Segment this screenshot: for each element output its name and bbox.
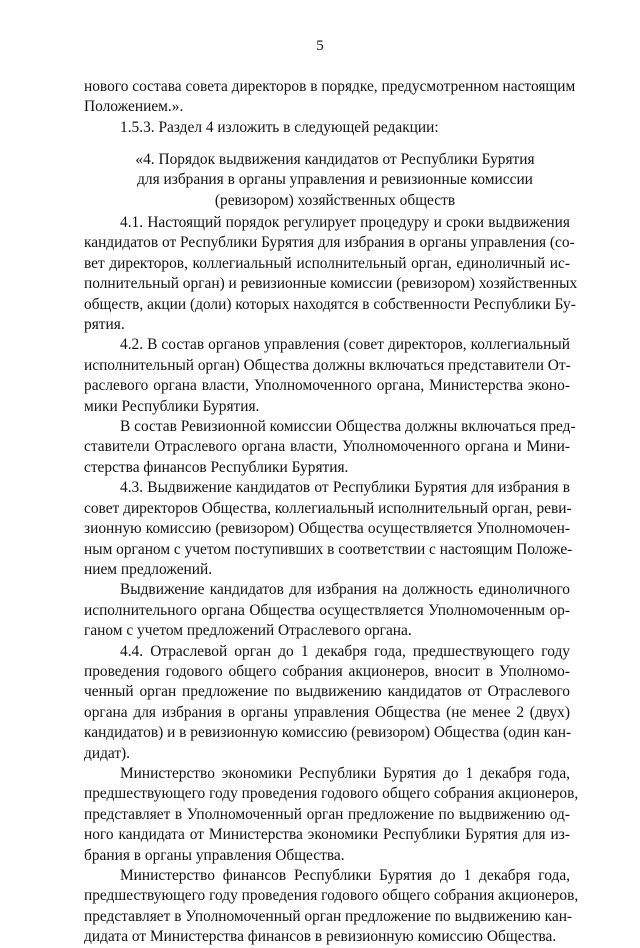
text-line: Министерство экономики Республики Бурятия до 1 декабря года, xyxy=(120,764,570,782)
text-line: ного кандидата от Министерства экономики Республики Бурятия для из- xyxy=(84,826,570,844)
text-line: исполнительный орган) Общества должны включаться представители От- xyxy=(84,356,571,374)
text-line: ганом с учетом предложений Отраслевого органа. xyxy=(84,622,412,640)
paragraph-4-3-executive xyxy=(84,580,570,641)
text-line: обществ, акции (доли) которых находятся в собственности Республики Бу- xyxy=(84,295,576,313)
paragraph-4-1 xyxy=(84,213,578,335)
text-line: рятия. xyxy=(84,316,125,334)
text-line: дидат). xyxy=(84,744,131,762)
text-line: полнительный орган) и ревизионные комиссии (ревизором) хозяйственных xyxy=(84,275,578,293)
heading-line: «4. Порядок выдвижения кандидатов от Республики Бурятия xyxy=(135,151,535,168)
intro-text xyxy=(84,77,576,138)
text-line: В состав Ревизионной комиссии Общества должны включаться пред- xyxy=(120,418,576,436)
text-line: вет директоров, коллегиальный исполнительный орган, единоличный ис- xyxy=(84,254,570,272)
text-line: Выдвижение кандидатов для избрания на должность единоличного xyxy=(120,581,570,599)
text-line: кандидатов) и в ревизионную комиссию (ревизором) Общества (один кан- xyxy=(84,724,572,742)
heading-line: для избрания в органы управления и ревизионные комиссии xyxy=(137,171,533,189)
text-line: представляет в Уполномоченный орган предложение по выдвижению кан- xyxy=(84,907,573,925)
text-line: 1.5.3. Раздел 4 изложить в следующей редакции: xyxy=(120,118,439,136)
paragraph-4-2-revision xyxy=(84,417,576,478)
text-line: стерства финансов Республики Бурятия. xyxy=(84,458,349,476)
text-line: ченный орган предложение по выдвижению кандидатов от Отраслевого xyxy=(84,683,570,701)
text-line: предшествующего году проведения годового общего собрания акционеров, xyxy=(84,785,579,803)
paragraph-4-4 xyxy=(84,642,570,764)
text-line: совет директоров Общества, коллегиальный исполнительный орган, реви- xyxy=(84,499,572,517)
page-number: 5 xyxy=(316,38,324,54)
text-line: исполнительного органа Общества осуществляется Уполномоченным ор- xyxy=(84,601,570,619)
paragraph-4-4-economy-ministry xyxy=(84,764,579,866)
section-body xyxy=(84,213,579,948)
text-line: предшествующего году проведения годового общего собрания акционеров, xyxy=(84,887,579,905)
text-line: 4.4. Отраслевой орган до 1 декабря года, предшествующего году xyxy=(120,642,570,660)
paragraph-4-2 xyxy=(84,335,570,417)
text-line: 4.2. В состав органов управления (совет директоров, коллегиальный xyxy=(120,336,570,354)
text-line: зионную комиссию (ревизором) Общества осуществляется Уполномочен- xyxy=(84,520,570,538)
text-line: дидата от Министерства финансов в ревизионную комиссию Общества. xyxy=(84,928,557,946)
text-line: 4.1. Настоящий порядок регулирует процедуру и сроки выдвижения xyxy=(120,214,570,231)
text-line: органа для избрания в органы управления Общества (не менее 2 (двух) xyxy=(84,703,570,721)
text-line: брания в органы управления Общества. xyxy=(84,846,345,864)
text-line: проведения годового общего собрания акционеров, вносит в Уполномо- xyxy=(84,662,570,680)
section-heading xyxy=(84,150,570,211)
text-line: представляет в Уполномоченный орган предложение по выдвижению од- xyxy=(84,805,570,823)
text-line: раслевого органа власти, Уполномоченного органа, Министерства эконо- xyxy=(84,377,570,395)
paragraph-4-4-finance-ministry xyxy=(84,866,579,948)
text-line: мики Республики Бурятия. xyxy=(84,397,260,415)
text-line: ставители Отраслевого органа власти, Уполномоченного органа и Мини- xyxy=(84,438,570,456)
paragraph-4-3 xyxy=(84,478,573,580)
text-line: Министерство финансов Республики Бурятия до 1 декабря года, xyxy=(120,867,570,884)
text-line: ным органом с учетом поступивших в соответствии с настоящим Положе- xyxy=(84,540,573,558)
heading-line: (ревизором) хозяйственных обществ xyxy=(214,191,456,209)
text-line: нового состава совета директоров в порядке, предусмотренном настоящим xyxy=(84,78,576,95)
text-line: Положением.». xyxy=(84,98,184,116)
text-line: 4.3. Выдвижение кандидатов от Республики Бурятия для избрания в xyxy=(120,479,570,497)
text-line: нием предложений. xyxy=(84,560,213,578)
text-line: кандидатов от Республики Бурятия для избрания в органы управления (со- xyxy=(84,234,575,252)
